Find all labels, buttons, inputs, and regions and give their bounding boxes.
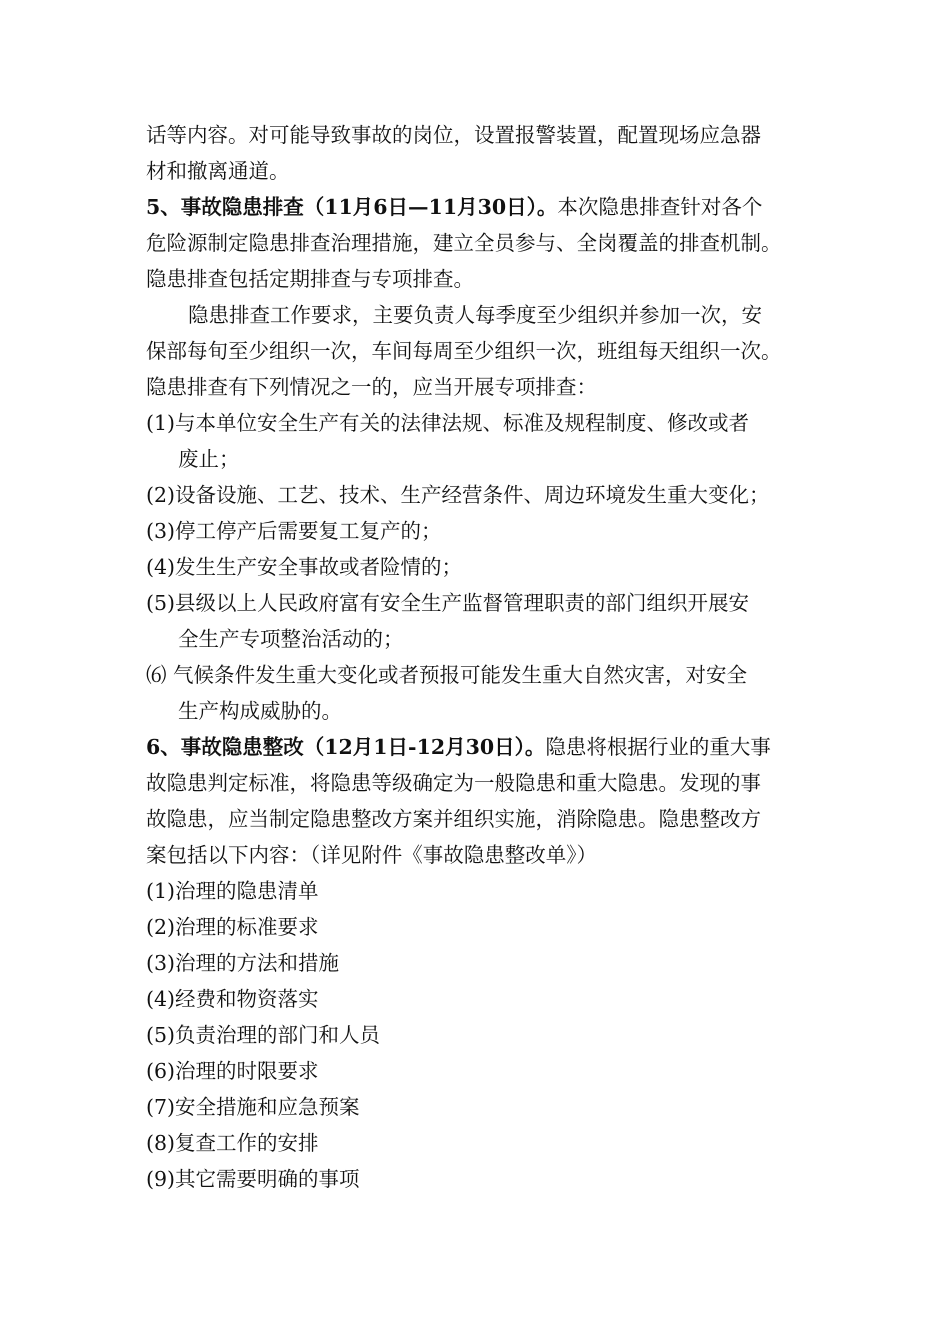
list-item: (2)治理的标准要求 [146, 915, 319, 939]
list-item: (2)设备设施、工艺、技术、生产经营条件、周边环境发生重大变化； [146, 483, 770, 507]
list-item-continuation: 生产构成威胁的。 [178, 699, 342, 723]
list-item: (5)县级以上人民政府富有安全生产监督管理职责的部门组织开展安 [146, 591, 750, 615]
paragraph-line: 话等内容。对可能导致事故的岗位，设置报警装置，配置现场应急器 [146, 123, 761, 147]
paragraph-line: 材和撤离通道。 [146, 159, 290, 183]
list-item: (9)其它需要明确的事项 [146, 1167, 360, 1191]
list-item: (1)与本单位安全生产有关的法律法规、标准及规程制度、修改或者 [146, 411, 750, 435]
list-item-continuation: 全生产专项整治活动的； [178, 627, 404, 651]
list-item: (6)治理的时限要求 [146, 1059, 319, 1083]
paragraph-line: 隐患排查有下列情况之一的，应当开展专项排查： [146, 375, 597, 399]
list-item: ⑹ 气候条件发生重大变化或者预报可能发生重大自然灾害，对安全 [146, 663, 748, 687]
section-6-heading: 6、事故隐患整改（12月1日-12月30日）。 [146, 735, 546, 759]
list-item: (8)复查工作的安排 [146, 1131, 319, 1155]
section-5-first-line [146, 189, 846, 225]
paragraph-line: 隐患排查工作要求，主要负责人每季度至少组织并参加一次，安 [188, 303, 762, 327]
list-item: (4)经费和物资落实 [146, 987, 319, 1011]
list-item: (3)治理的方法和措施 [146, 951, 340, 975]
paragraph-line: 隐患排查包括定期排查与专项排查。 [146, 267, 474, 291]
section-6-first-line [146, 729, 846, 765]
paragraph-line: 故隐患，应当制定隐患整改方案并组织实施，消除隐患。隐患整改方 [146, 807, 761, 831]
list-item: (5)负责治理的部门和人员 [146, 1023, 381, 1047]
paragraph-line: 保部每旬至少组织一次，车间每周至少组织一次，班组每天组织一次。 [146, 339, 782, 363]
paragraph-line: 危险源制定隐患排查治理措施，建立全员参与、全岗覆盖的排查机制。 [146, 231, 782, 255]
document-body [146, 117, 846, 1197]
section-6-text: 隐患将根据行业的重大事 [545, 735, 771, 759]
list-item: (3)停工停产后需要复工复产的； [146, 519, 442, 543]
paragraph-line: 案包括以下内容：（详见附件《事故隐患整改单》） [146, 843, 597, 867]
paragraph-line: 故隐患判定标准，将隐患等级确定为一般隐患和重大隐患。发现的事 [146, 771, 761, 795]
section-5-text: 本次隐患排查针对各个 [557, 195, 763, 219]
list-item: (7)安全措施和应急预案 [146, 1095, 360, 1119]
list-item: (4)发生生产安全事故或者险情的； [146, 555, 463, 579]
section-5-heading: 5、事故隐患排查（11月6日—11月30日）。 [146, 195, 558, 219]
list-item-continuation: 废止； [178, 447, 240, 471]
list-item: (1)治理的隐患清单 [146, 879, 319, 903]
